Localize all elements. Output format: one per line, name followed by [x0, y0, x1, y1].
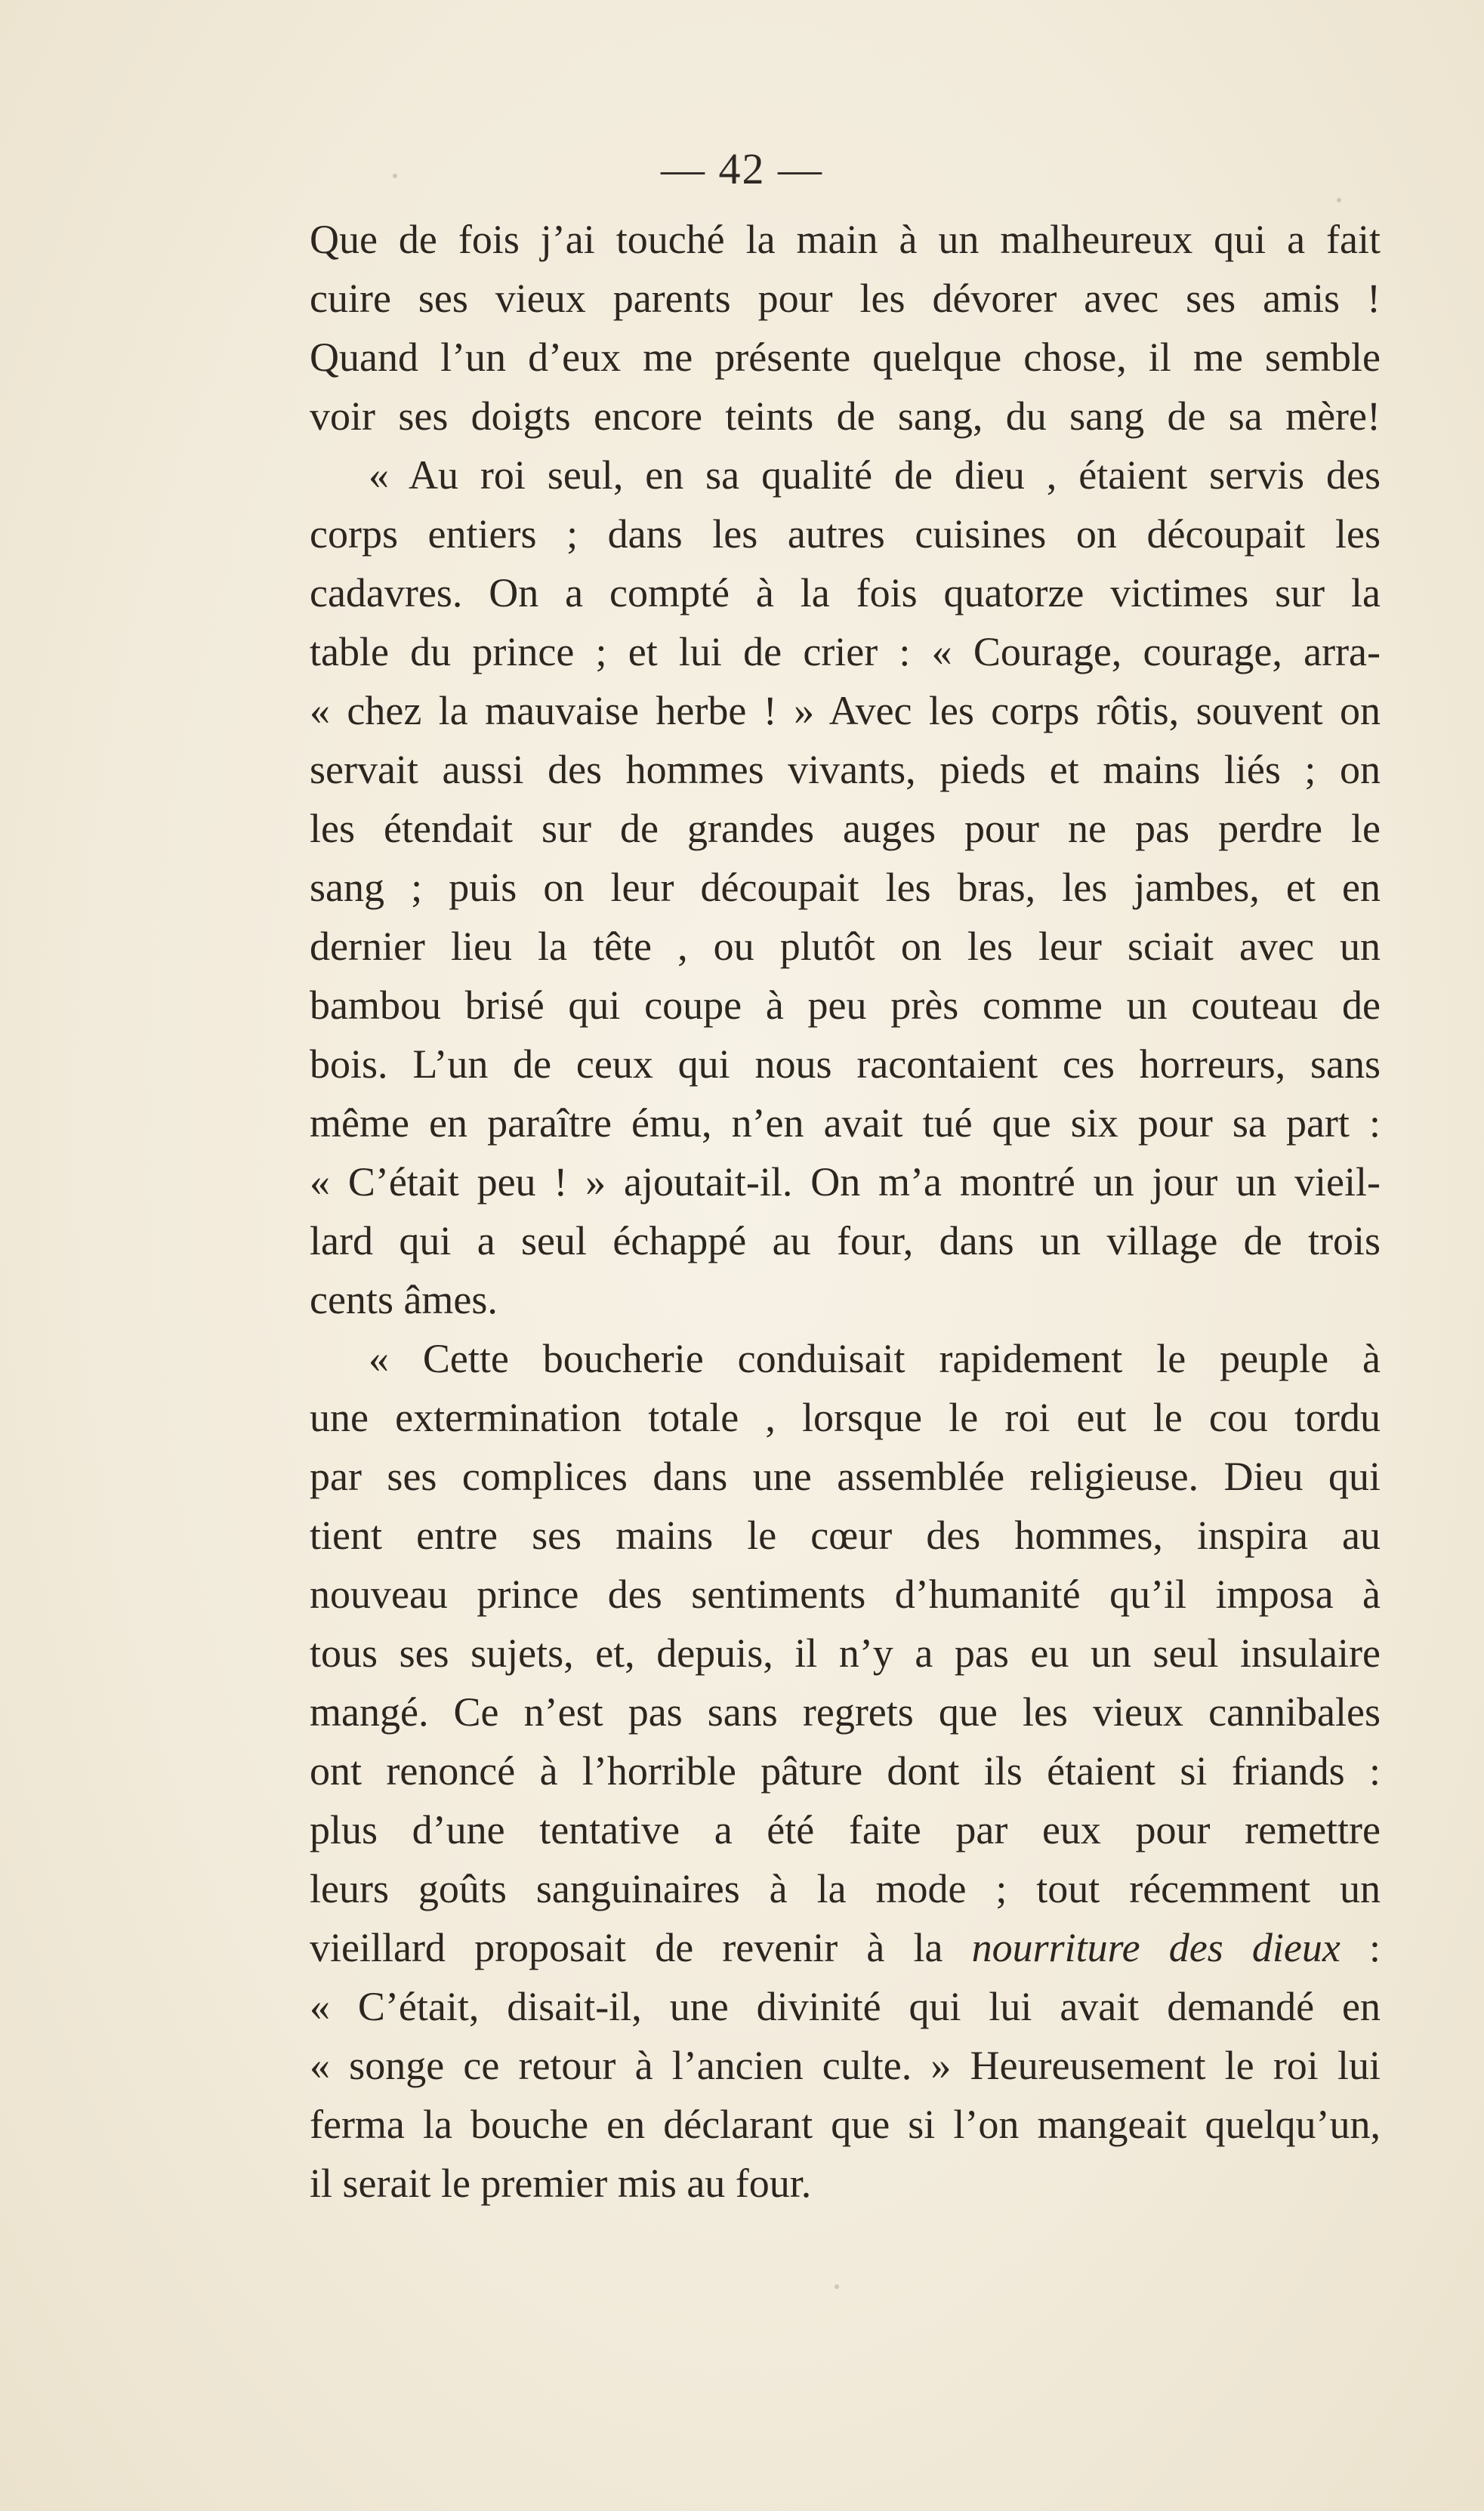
paper-speck — [1337, 198, 1341, 202]
text-line: table du prince ; et lui de crier : « Courage, courage, arra- — [310, 629, 1381, 674]
text-line: lard qui a seul échappé au four, dans un village de trois — [310, 1218, 1381, 1263]
italic-phrase: nourriture des dieux — [971, 1925, 1341, 1970]
text-line: Quand l’un d’eux me présente quelque chose, il me semble — [310, 335, 1381, 380]
text-line: même en paraître ému, n’en avait tué que six pour sa part : — [310, 1100, 1381, 1146]
text-line: mangé. Ce n’est pas sans regrets que les vieux cannibales — [310, 1689, 1381, 1735]
text-line: nouveau prince des sentiments d’humanité qu’il imposa à — [310, 1572, 1381, 1617]
text-line: dernier lieu la tête , ou plutôt on les leur sciait avec un — [310, 924, 1381, 969]
text-line: « chez la mauvaise herbe ! » Avec les corps rôtis, souvent on — [310, 688, 1381, 733]
text-line: tient entre ses mains le cœur des hommes, inspira au — [310, 1513, 1381, 1558]
text-line: Que de fois j’ai touché la main à un malheureux qui a fait — [310, 217, 1381, 262]
text-line: bois. L’un de ceux qui nous racontaient ces horreurs, sans — [310, 1041, 1381, 1087]
text-line: servait aussi des hommes vivants, pieds et mains liés ; on — [310, 747, 1381, 792]
text-line: ont renoncé à l’horrible pâture dont ils étaient si friands : — [310, 1748, 1381, 1794]
text-line: corps entiers ; dans les autres cuisines on découpait les — [310, 511, 1381, 557]
text-run: : — [1340, 1925, 1381, 1970]
text-line: une extermination totale , lorsque le roi eut le cou tordu — [310, 1395, 1381, 1440]
paper-speck — [835, 2284, 839, 2289]
text-line: cadavres. On a compté à la fois quatorze victimes sur la — [310, 570, 1381, 615]
paragraph-start-line: « Au roi seul, en sa qualité de dieu , étaient servis des — [369, 452, 1381, 498]
text-line: « C’était, disait-il, une divinité qui lui avait demandé en — [310, 1984, 1381, 2029]
body-text — [310, 210, 1381, 2213]
text-line: plus d’une tentative a été faite par eux pour remettre — [310, 1807, 1381, 1852]
page-number: — 42 — — [661, 144, 823, 193]
text-line: les étendait sur de grandes auges pour ne pas perdre le — [310, 806, 1381, 851]
paragraph-end-line: il serait le premier mis au four. — [310, 2161, 812, 2206]
text-line: « C’était peu ! » ajoutait-il. On m’a montré un jour un vieil- — [310, 1159, 1381, 1205]
paragraph-start-line: « Cette boucherie conduisait rapidement le peuple à — [369, 1336, 1381, 1381]
paragraph-end-line: cents âmes. — [310, 1277, 498, 1322]
paper-speck — [393, 174, 397, 178]
text-run: vieillard proposait de revenir à la — [310, 1925, 972, 1970]
text-line: par ses complices dans une assemblée religieuse. Dieu qui — [310, 1454, 1381, 1499]
text-line: leurs goûts sanguinaires à la mode ; tout récemment un — [310, 1866, 1381, 1911]
text-line: tous ses sujets, et, depuis, il n’y a pas eu un seul insulaire — [310, 1630, 1381, 1676]
text-line: ferma la bouche en déclarant que si l’on mangeait quelqu’un, — [310, 2102, 1381, 2147]
text-line: « songe ce retour à l’ancien culte. » Heureusement le roi lui — [310, 2043, 1381, 2088]
text-line: voir ses doigts encore teints de sang, du sang de sa mère! — [310, 393, 1381, 439]
text-line-with-italic — [310, 1918, 1381, 1977]
text-line: cuire ses vieux parents pour les dévorer avec ses amis ! — [310, 276, 1381, 321]
text-line: bambou brisé qui coupe à peu près comme un couteau de — [310, 982, 1381, 1028]
text-line: sang ; puis on leur découpait les bras, les jambes, et en — [310, 865, 1381, 910]
